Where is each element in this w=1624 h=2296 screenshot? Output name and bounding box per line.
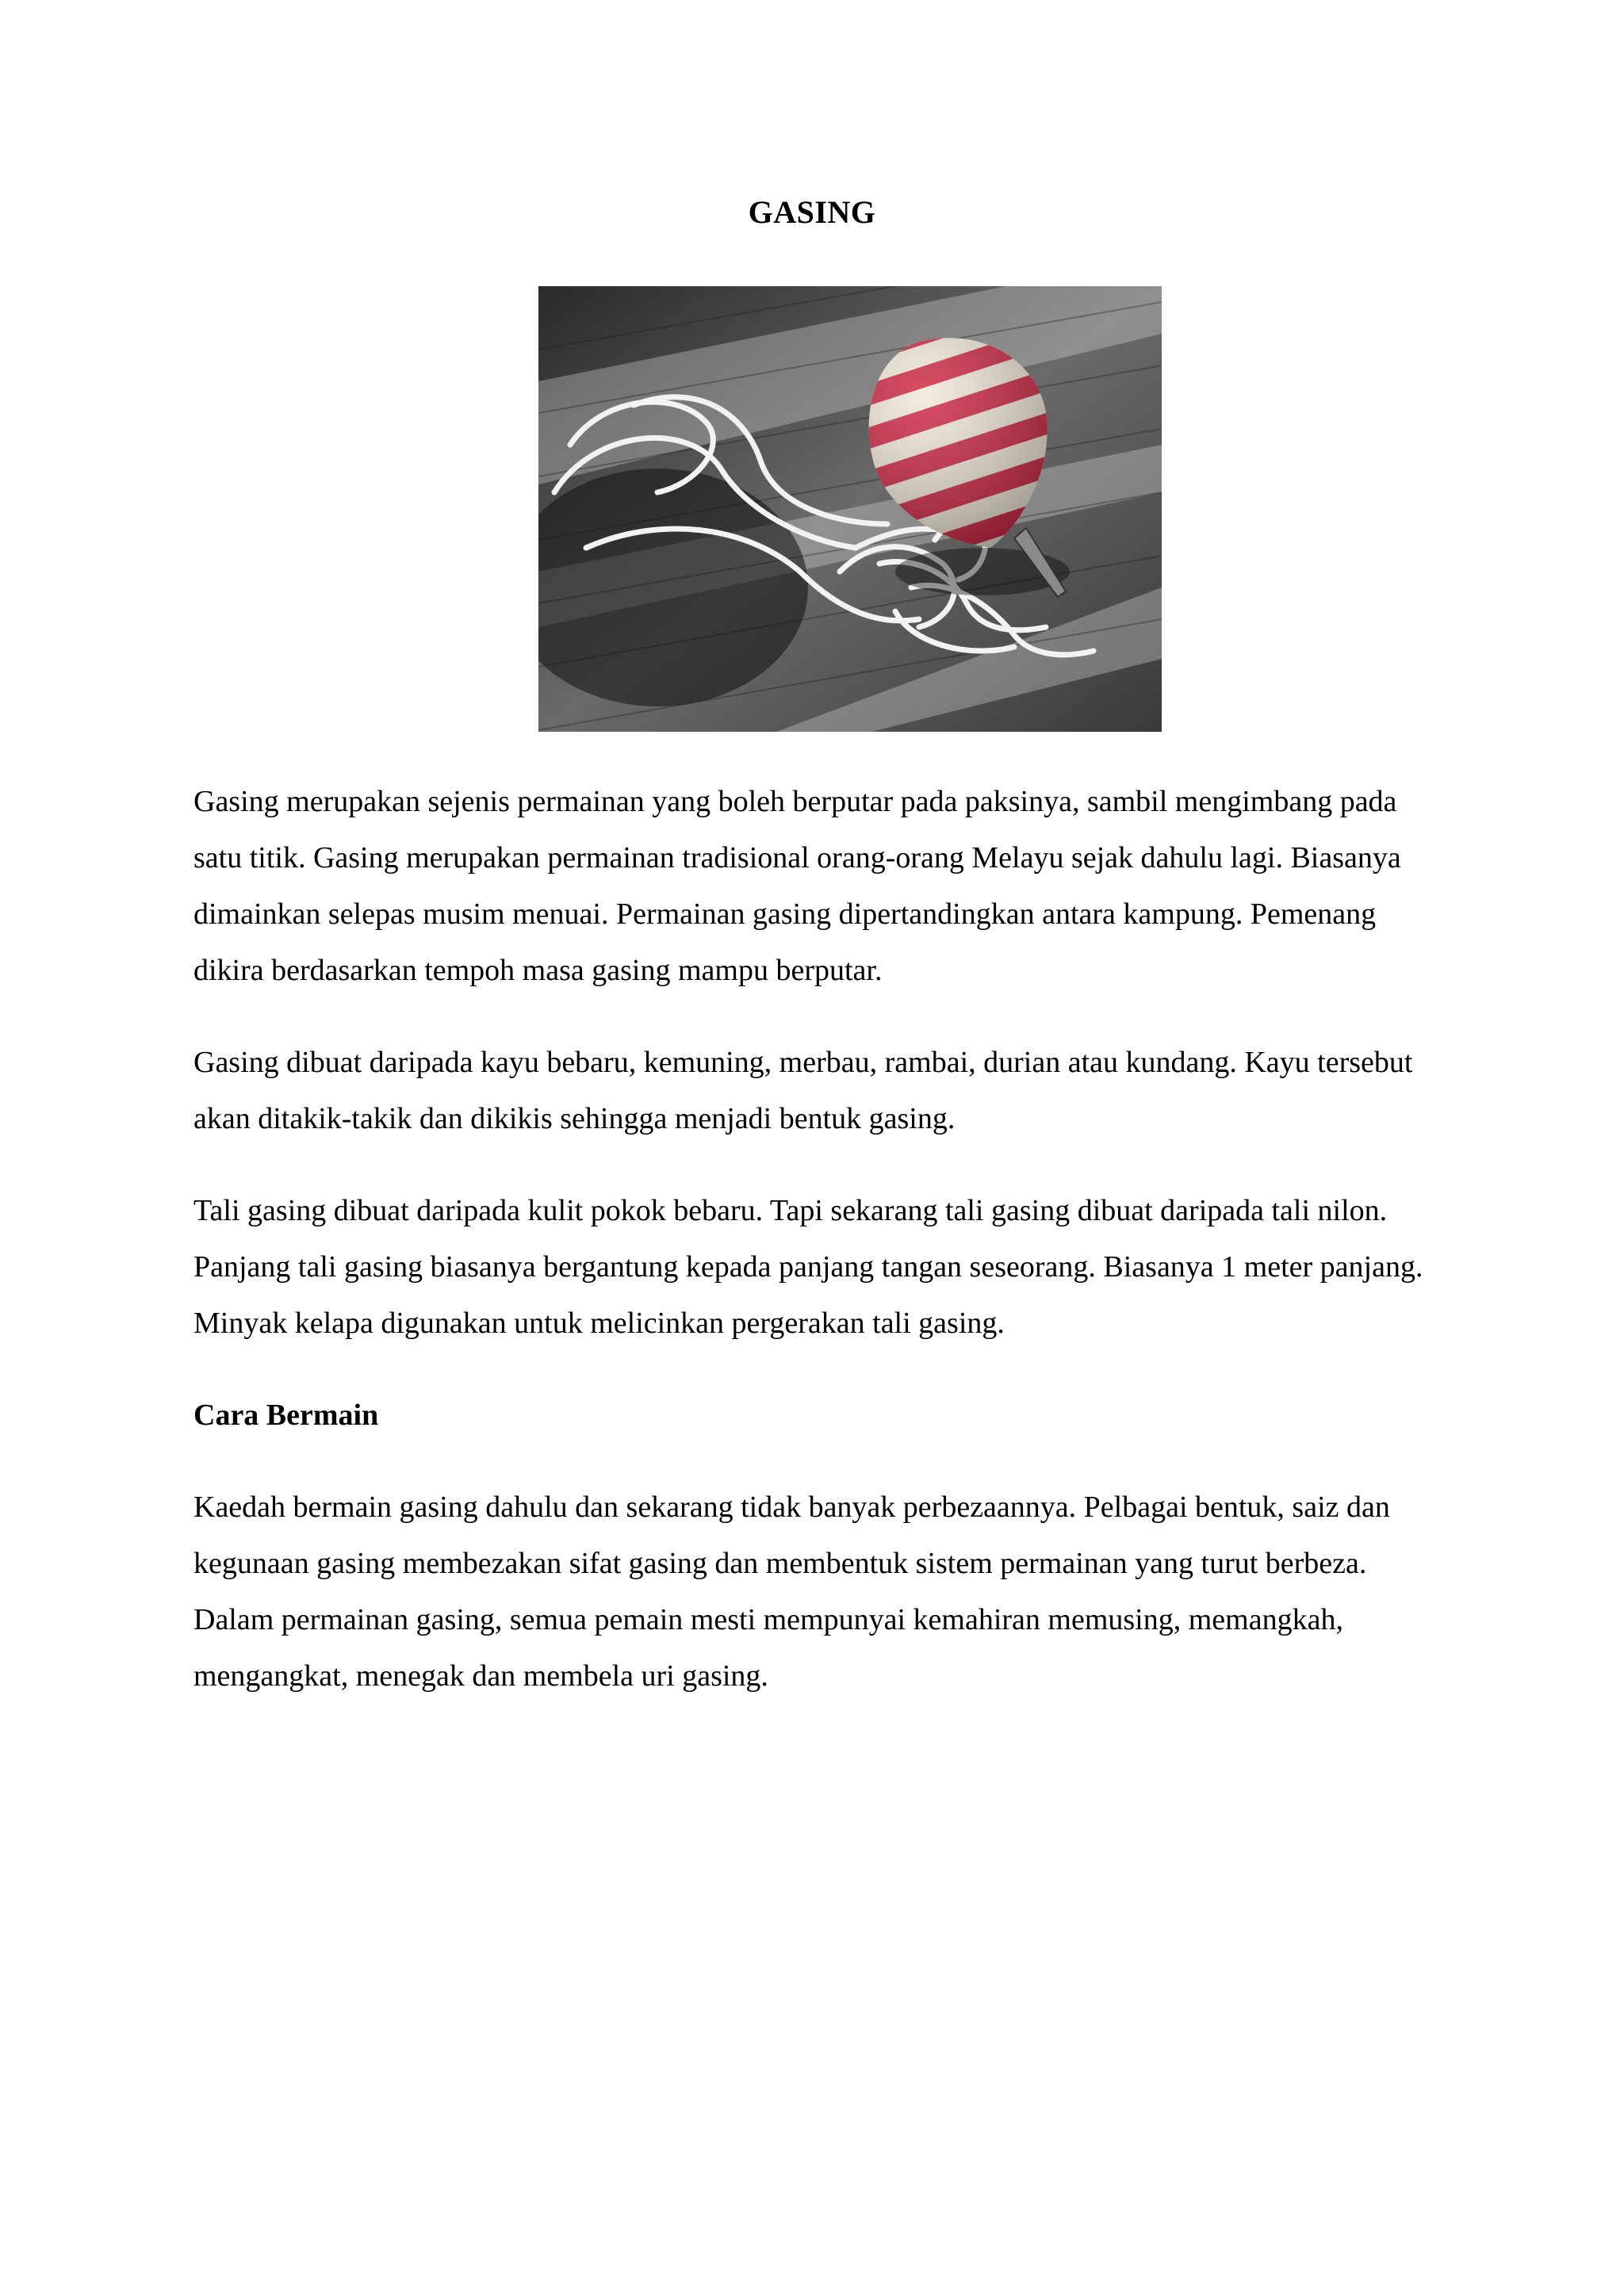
document-body <box>193 774 1446 1705</box>
paragraph-rope: Tali gasing dibuat daripada kulit pokok bebaru. Tapi sekarang tali gasing dibuat daripada tali nilon. Panjang tali gasing biasanya bergantung kepada panjang tangan seseorang. Biasanya 1 meter panjang. Minyak kelapa digunakan untuk melicinkan pergerakan tali gasing. <box>193 1194 1423 1340</box>
page-title: GASING <box>748 194 876 230</box>
gasing-photo <box>538 286 1162 732</box>
paragraph-material: Gasing dibuat daripada kayu bebaru, kemuning, merbau, rambai, durian atau kundang. Kayu tersebut akan ditakik-takik dan dikikis sehingga menjadi bentuk gasing. <box>193 1046 1413 1135</box>
paragraph-intro: Gasing merupakan sejenis permainan yang boleh berputar pada paksinya, sambil mengimbang pada satu titik. Gasing merupakan permainan tradisional orang-orang Melayu sejak dahulu lagi. Biasanya dimainkan selepas musim menuai. Permainan gasing dipertandingkan antara kampung. Pemenang dikira berdasarkan tempoh masa gasing mampu berputar. <box>193 785 1401 987</box>
paragraph-how-to-play: Kaedah bermain gasing dahulu dan sekarang tidak banyak perbezaannya. Pelbagai bentuk, saiz dan kegunaan gasing membezakan sifat gasing dan membentuk sistem permainan yang turut berbeza. Dalam permainan gasing, semua pemain mesti mempunyai kemahiran memusing, memangkah, mengangkat, menegak dan membela uri gasing. <box>193 1490 1390 1693</box>
section-heading: Cara Bermain <box>193 1399 379 1432</box>
gasing-photo-graphic <box>538 286 1162 732</box>
